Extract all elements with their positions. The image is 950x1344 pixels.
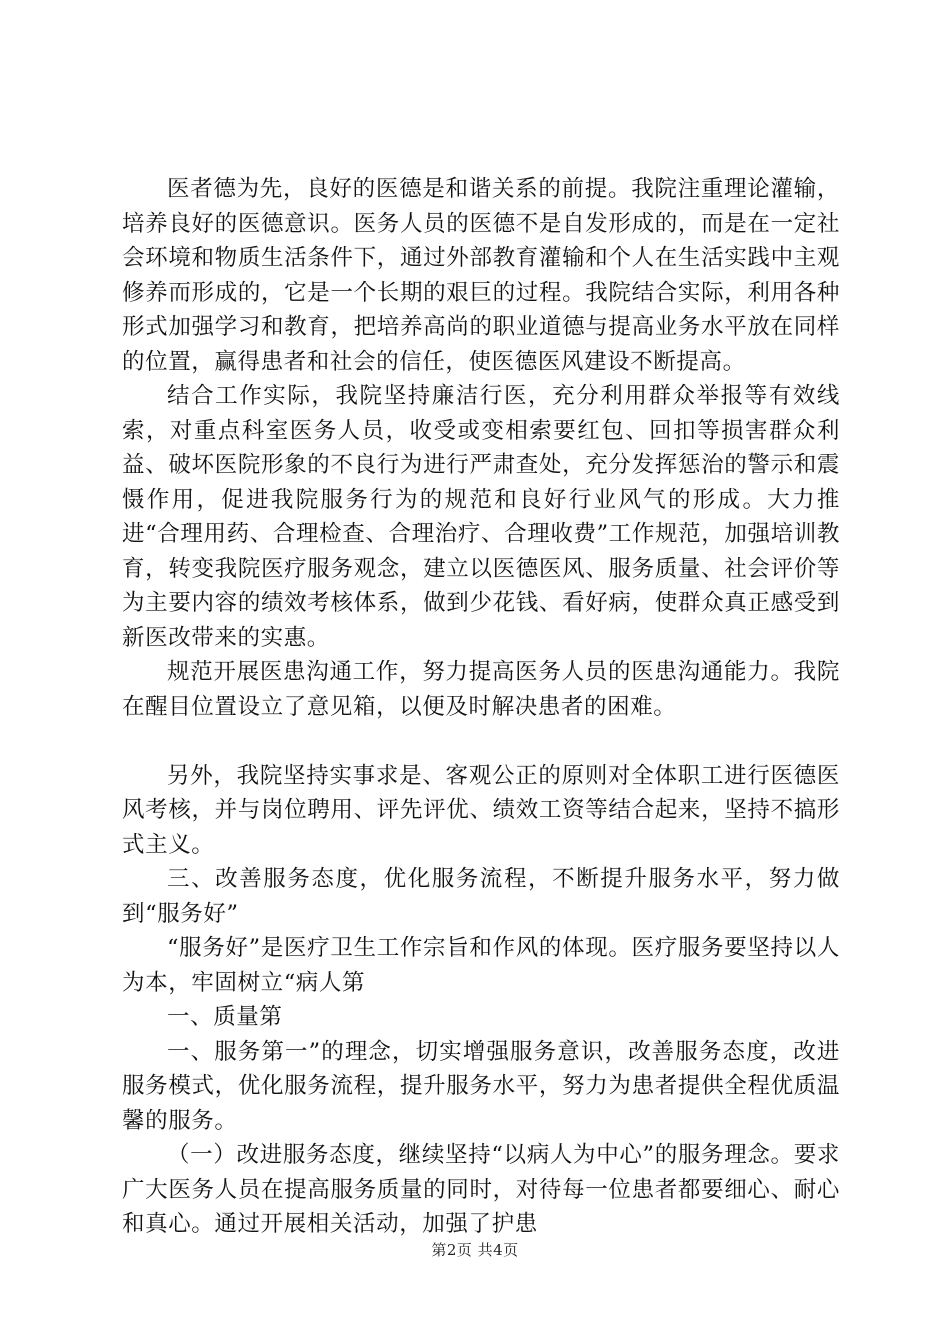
section-heading-service: 三、改善服务态度，优化服务流程，不断提升服务水平，努力做到“服务好” — [122, 866, 840, 927]
paragraph-service-attitude: （一）改进服务态度，继续坚持“以病人为中心”的服务理念。要求广大医务人员在提高服务质量的同时，对待每一位患者都要细心、耐心和真心。通过开展相关活动，加强了护患 — [122, 1142, 840, 1237]
paragraph-clean-practice: 结合工作实际，我院坚持廉洁行医，充分利用群众举报等有效线索，对重点科室医务人员，收受或变相索要红包、回扣等损害群众利益、破坏医院形象的不良行为进行严肃查处，充分发挥惩治的警示和震慑作用，促进我院服务行为的规范和良好行业风气的形成。大力推进“合理用药、合理检查、合理治疗、合理收费”工作规范，加强培训教育，转变我院医疗服务观念，建立以医德医风、服务质量、社会评价等为主要内容的绩效考核体系，做到少花钱、看好病，使群众真正感受到新医改带来的实惠。 — [122, 383, 840, 651]
paragraph-good-service: “服务好”是医疗卫生工作宗旨和作风的体现。医疗服务要坚持以人为本，牢固树立“病人第 — [122, 935, 840, 996]
document-body — [122, 172, 840, 1242]
page-number-footer: 第2页 共4页 — [431, 1241, 519, 1259]
paragraph-doctor-patient-communication: 规范开展医患沟通工作，努力提高医务人员的医患沟通能力。我院在醒目位置设立了意见箱，以便及时解决患者的困难。 — [122, 659, 840, 720]
paragraph-quality-first: 一、质量第 — [167, 1004, 283, 1030]
paragraph-medical-ethics: 医者德为先，良好的医德是和谐关系的前提。我院注重理论灌输，培养良好的医德意识。医务人员的医德不是自发形成的，而是在一定社会环境和物质生活条件下，通过外部教育灌输和个人在生活实践中主观修养而形成的，它是一个长期的艰巨的过程。我院结合实际，利用各种形式加强学习和教育，把培养高尚的职业道德与提高业务水平放在同样的位置，赢得患者和社会的信任，使医德医风建设不断提高。 — [122, 176, 840, 375]
paragraph-service-first: 一、服务第一”的理念，切实增强服务意识，改善服务态度，改进服务模式，优化服务流程，提升服务水平，努力为患者提供全程优质温馨的服务。 — [122, 1038, 840, 1134]
paragraph-ethics-assessment: 另外，我院坚持实事求是、客观公正的原则对全体职工进行医德医风考核，并与岗位聘用、评先评优、绩效工资等结合起来，坚持不搞形式主义。 — [122, 762, 840, 858]
